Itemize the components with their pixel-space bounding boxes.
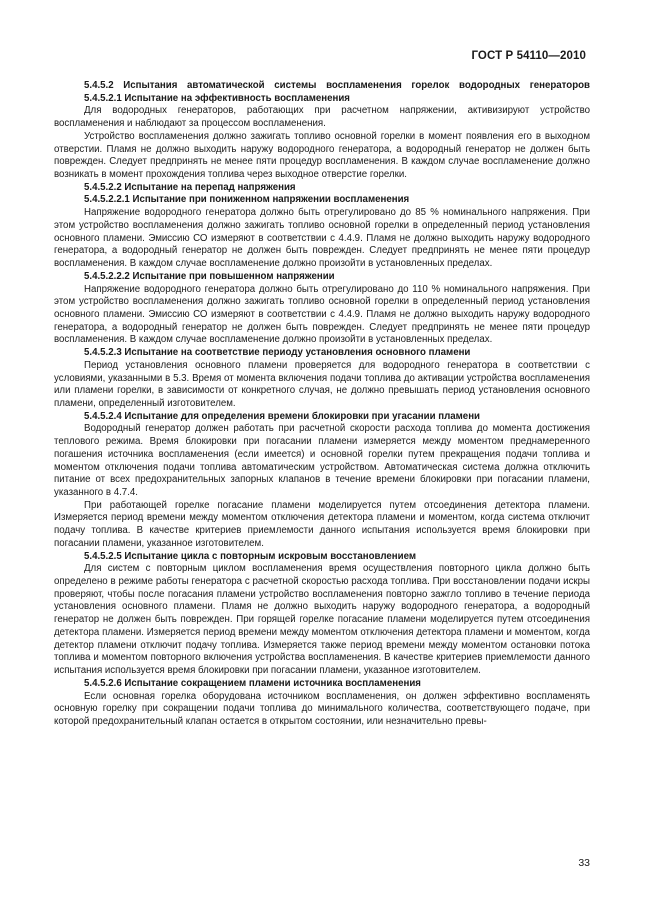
section-heading: 5.4.5.2.2.2 Испытание при повышенном напряжении [84, 270, 335, 282]
document-body [54, 80, 590, 729]
section-heading: 5.4.5.2.1 Испытание на эффективность воспламенения [84, 92, 350, 104]
paragraph: При работающей горелке погасание пламени моделируется путем отсоединения детектора пламени. Измеряется период времени между моментом отключения детектора пламени и моментом, когда система отключит подачу топлива. В качестве критериев приемлемости данного испытания используется время блокировки при погасании пламени, указанное изготовителем. [54, 499, 590, 549]
paragraph: Для систем с повторным циклом воспламенения время осуществления повторного цикла должно быть определено в режиме работы генератора с расчетной скоростью расхода топлива. При восстановлении подачи искры проверяют, чтобы после погасания пламени устройство воспламенения повторно зажгло топливо в течение периода установления основного пламени. Пламя не должно выходить наружу водородного генератора, а водородный генератор не должен быть поврежден. При горящей горелке погасание пламени моделируется путем отсоединения детектора пламени. Измеряется период времени между моментом отключения детектора пламени и моментом, когда детектор пламени отключит подачу топлива. Измеряется также период времени между моментом остановки потока топлива и моментом повторного включения устройства воспламенения. В качестве критериев приемлемости данного испытания используется время блокировки при погасании пламени, указанное изготовителем. [54, 563, 590, 677]
paragraph: Устройство воспламенения должно зажигать топливо основной горелки в момент появления его в выходном отверстии. Пламя не должно выходить наружу водородного генератора, а водородный генератор не должен быть поврежден. Следует предпринять не менее пяти процедур воспламенения. В каждом случае воспламенение должно возникать в момент прохождения топлива через выходное отверстие горелки. [54, 130, 590, 181]
page-number: 33 [578, 857, 590, 869]
paragraph: Период установления основного пламени проверяется для водородного генератора в соответствии с условиями, указанными в 5.3. Время от момента включения подачи топлива до активации устройства воспламенения или пламени горелки, в зависимости от конкретного случая, не должно превышать период установления основного пламени, определенный изготовителем. [54, 359, 590, 409]
section-heading: 5.4.5.2.2.1 Испытание при пониженном напряжении воспламенения [84, 194, 410, 206]
paragraph: Для водородных генераторов, работающих при расчетном напряжении, активизируют устройство воспламенения и наблюдают за процессом воспламенения. [54, 105, 590, 130]
section-heading: 5.4.5.2 Испытания автоматической системы воспламенения горелок водородных генераторов [84, 80, 590, 91]
section-heading: 5.4.5.2.3 Испытание на соответствие периоду установления основного пламени [84, 347, 471, 359]
paragraph: Если основная горелка оборудована источником воспламенения, он должен эффективно воспламенять основную горелку при сокращении подачи топлива до минимального количества, соответствующего подаче, при которой предохранительный клапан остается в открытом состоянии, или незначительно превы- [54, 690, 590, 727]
section-heading: 5.4.5.2.6 Испытание сокращением пламени источника воспламенения [84, 677, 421, 689]
section-heading: 5.4.5.2.4 Испытание для определения времени блокировки при угасании пламени [84, 410, 480, 422]
paragraph: Водородный генератор должен работать при расчетной скорости расхода топлива до момента достижения теплового режима. Время блокировки при погасании пламени измеряется между моментом преднамеренного погашения источника воспламенения (если имеется) и основной горелки путем прекращения подачи топлива и моментом отключения подачи топлива автоматическим устройством. Автоматическая система должна отключить питание от всех предохранительных запорных клапанов в течение времени блокировки при погасании пламени, указанного в 4.7.4. [54, 423, 590, 498]
section-heading: 5.4.5.2.5 Испытание цикла с повторным искровым восстановлением [84, 550, 416, 562]
paragraph: Напряжение водородного генератора должно быть отрегулировано до 110 % номинального напряжения. При этом устройство воспламенения должно зажигать топливо основной горелки в определенный период установления основного пламени. Эмиссию СО измеряют в соответствии с 4.4.9. Пламя не должно выходить наружу водородного генератора, а водородный генератор не должен быть поврежден. Следует предпринять не менее пяти процедур воспламенения. В каждом случае воспламенение должно произойти в установленных пределах. [54, 283, 590, 346]
paragraph: Напряжение водородного генератора должно быть отрегулировано до 85 % номинального напряжения. При этом устройство воспламенения должно зажигать топливо основной горелки в определенный период установления основного пламени. Эмиссию СО измеряют в соответствии с 4.4.9. Пламя не должно выходить наружу водородного генератора, а водородный генератор не должен быть поврежден. Следует предпринять не менее пяти процедур воспламенения. В каждом случае воспламенение должно произойти в установленных пределах. [54, 207, 590, 270]
standard-header: ГОСТ Р 54110—2010 [471, 50, 586, 62]
section-heading: 5.4.5.2.2 Испытание на перепад напряжения [84, 181, 296, 193]
